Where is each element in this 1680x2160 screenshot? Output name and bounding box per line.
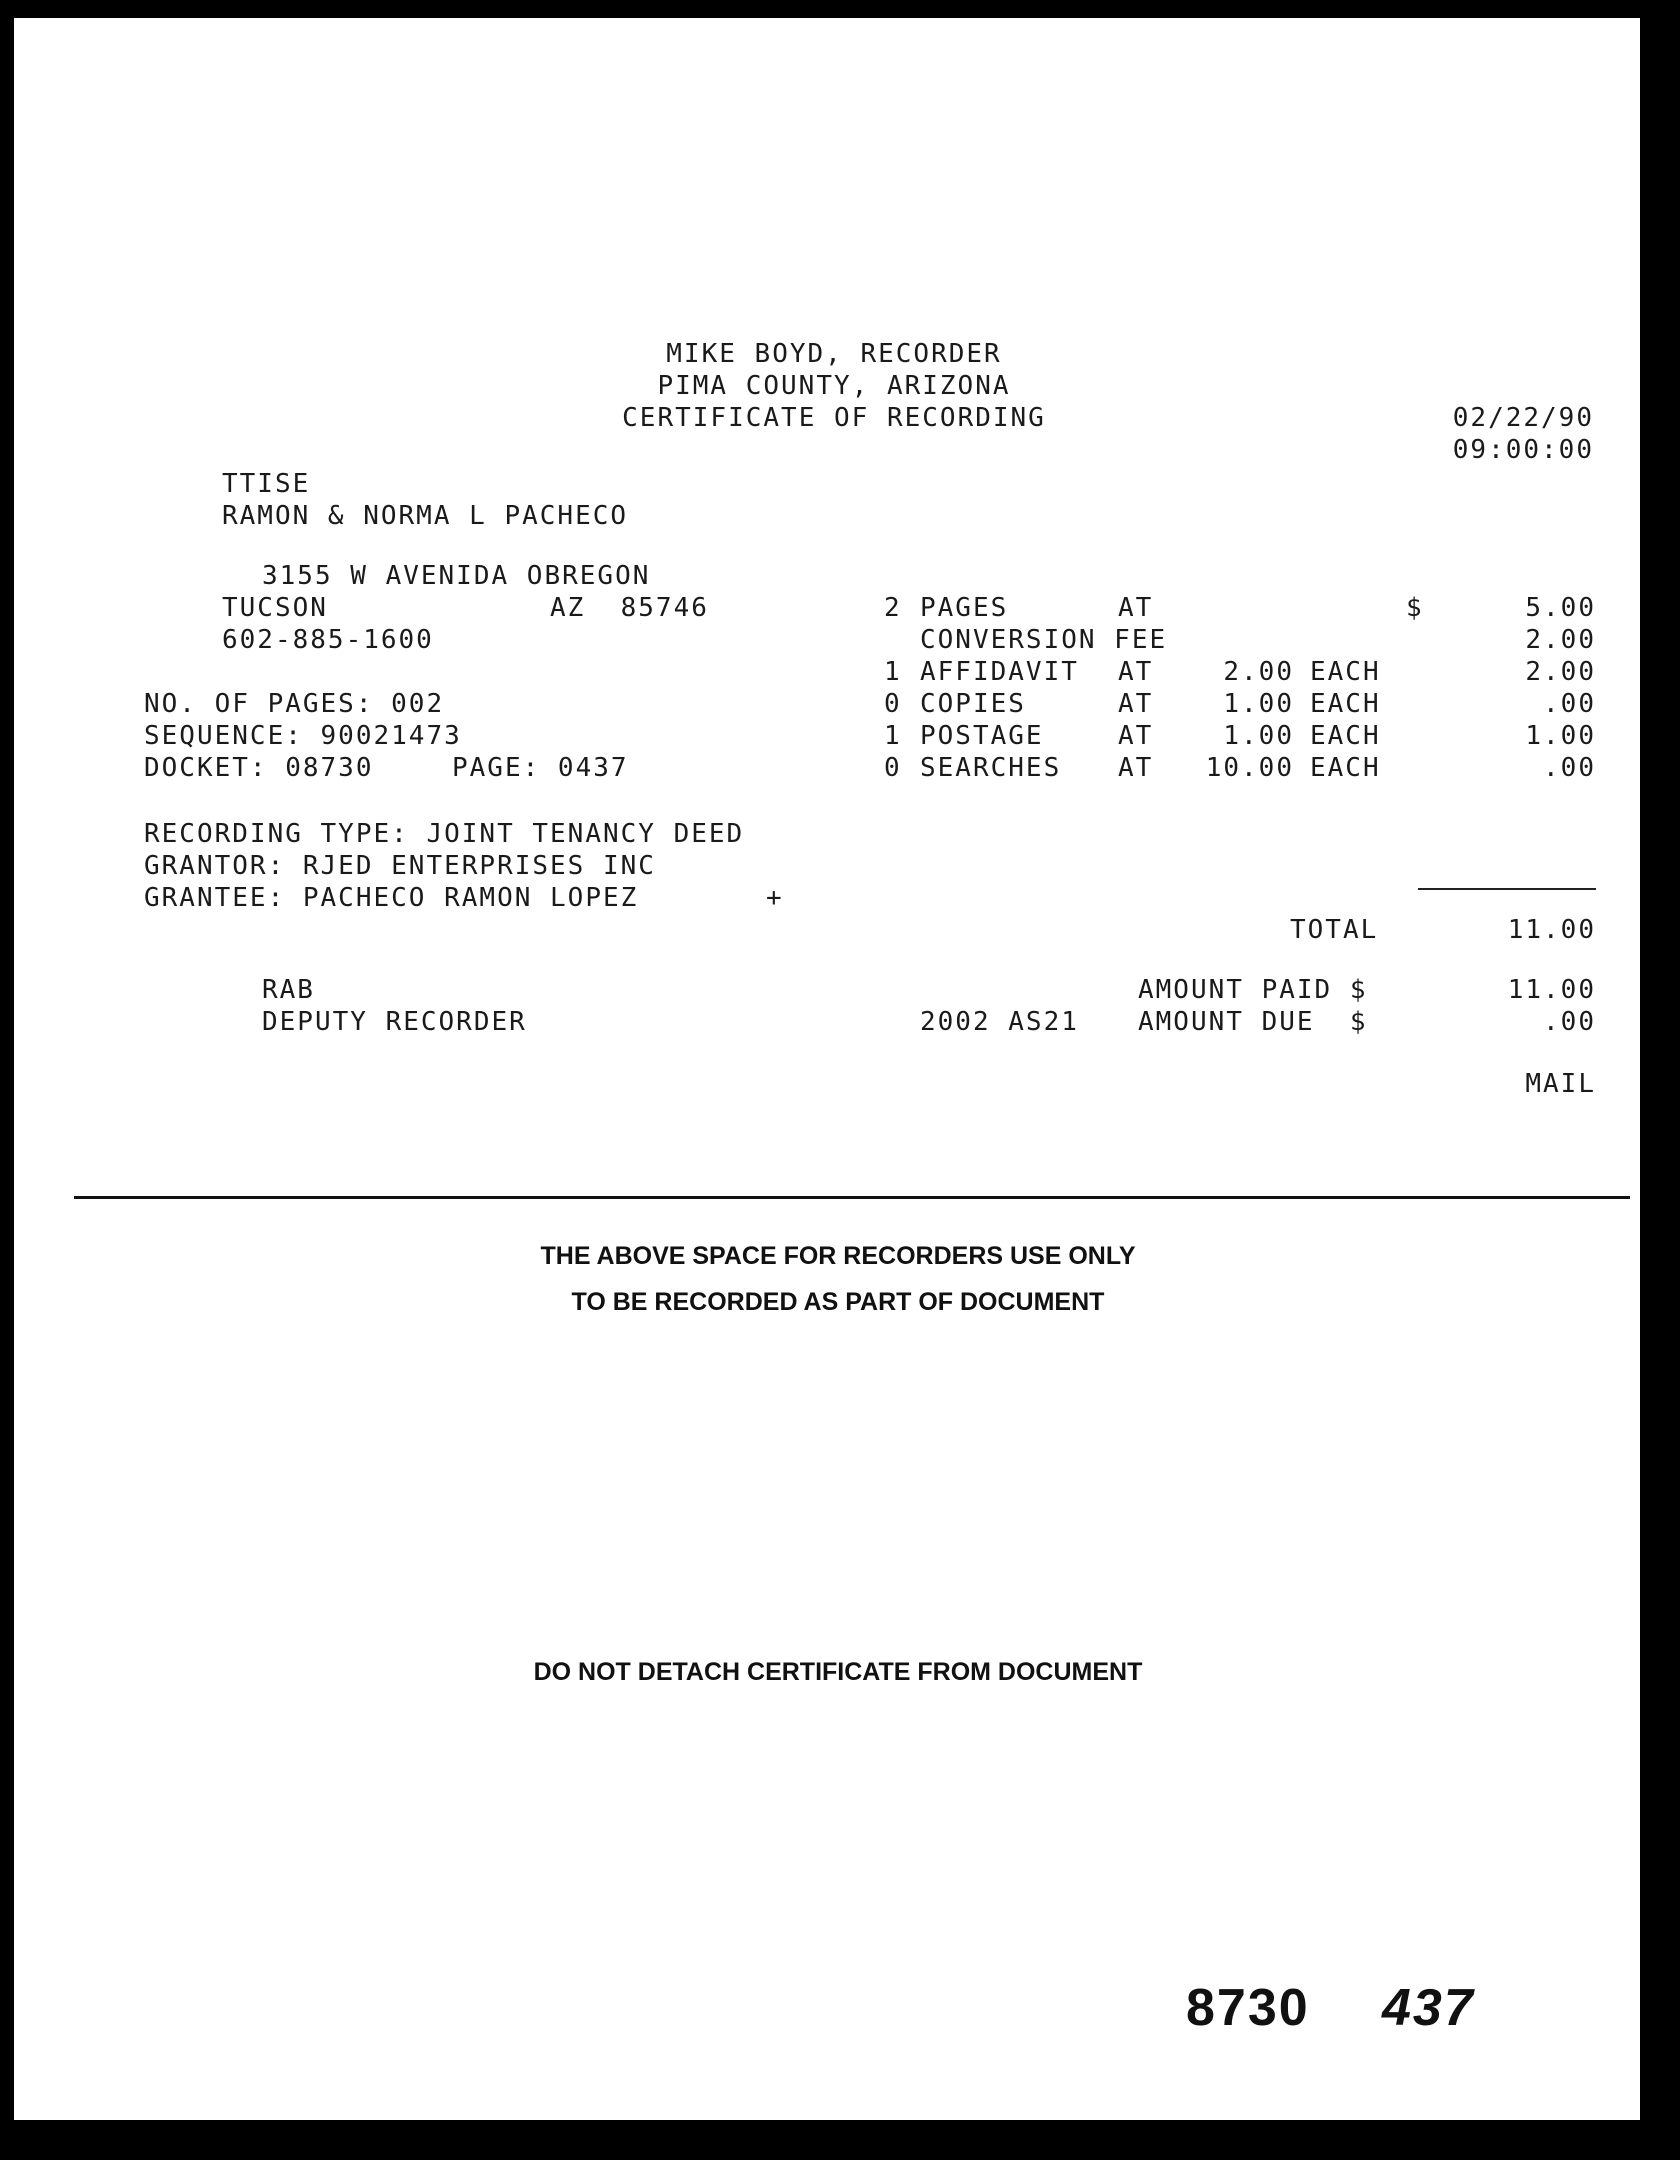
fee-amount: 2.00 xyxy=(1525,657,1596,687)
recording-date: 02/22/90 xyxy=(1452,403,1594,433)
amount-due: .00 xyxy=(1543,1007,1596,1037)
fee-item: CONVERSION FEE xyxy=(920,625,1168,655)
fee-amount: 2.00 xyxy=(1525,625,1596,655)
fee-dollar: $ xyxy=(1406,593,1424,623)
addressee-street: 3155 W AVENIDA OBREGON xyxy=(262,561,651,591)
recorder-section-divider xyxy=(74,1196,1630,1199)
fee-qty: 2 xyxy=(884,593,902,623)
sequence-number: SEQUENCE: 90021473 xyxy=(144,721,462,751)
docket-number: DOCKET: 08730 xyxy=(144,753,374,783)
recording-type: RECORDING TYPE: JOINT TENANCY DEED xyxy=(144,819,745,849)
page-number: PAGE: 0437 xyxy=(452,753,629,783)
grantor: GRANTOR: RJED ENTERPRISES INC xyxy=(144,851,656,881)
fee-item: COPIES xyxy=(920,689,1026,719)
total-divider xyxy=(1418,888,1596,890)
signer-title: DEPUTY RECORDER xyxy=(262,1007,527,1037)
addressee-state-zip: AZ 85746 xyxy=(550,593,709,623)
fee-amount: 1.00 xyxy=(1525,721,1596,751)
recording-time: 09:00:00 xyxy=(1452,435,1594,465)
fee-amount: 5.00 xyxy=(1525,593,1596,623)
fee-at: AT xyxy=(1118,689,1154,719)
fee-qty: 1 xyxy=(884,657,902,687)
fee-rate: 1.00 xyxy=(1223,689,1294,719)
signer-initials: RAB xyxy=(262,975,315,1005)
addressee-line1: TTISE xyxy=(222,469,311,499)
fee-qty: 0 xyxy=(884,689,902,719)
fee-rate: 1.00 xyxy=(1223,721,1294,751)
fee-amount: .00 xyxy=(1543,689,1596,719)
fee-item: AFFIDAVIT xyxy=(920,657,1079,687)
certificate-page xyxy=(14,18,1662,2136)
number-of-pages: NO. OF PAGES: 002 xyxy=(144,689,445,719)
fee-item: SEARCHES xyxy=(920,753,1062,783)
record-as-part-notice: TO BE RECORDED AS PART OF DOCUMENT xyxy=(571,1288,1105,1316)
fee-qty: 0 xyxy=(884,753,902,783)
fee-each: EACH xyxy=(1310,657,1381,687)
fee-at: AT xyxy=(1118,657,1154,687)
fee-each: EACH xyxy=(1310,753,1381,783)
recorders-use-notice: THE ABOVE SPACE FOR RECORDERS USE ONLY xyxy=(540,1242,1136,1270)
scan-edge-bottom xyxy=(0,2120,1680,2160)
fee-each: EACH xyxy=(1310,721,1381,751)
fee-at: AT xyxy=(1118,593,1154,623)
amount-paid: 11.00 xyxy=(1507,975,1596,1005)
county-name: PIMA COUNTY, ARIZONA xyxy=(657,371,1011,401)
do-not-detach-notice: DO NOT DETACH CERTIFICATE FROM DOCUMENT xyxy=(533,1658,1143,1686)
amount-paid-label: AMOUNT PAID $ xyxy=(1138,975,1368,1005)
addressee-city: TUCSON xyxy=(222,593,328,623)
grantee: GRANTEE: PACHECO RAMON LOPEZ xyxy=(144,883,639,913)
certificate-title: CERTIFICATE OF RECORDING xyxy=(622,403,1046,433)
fee-item: POSTAGE xyxy=(920,721,1044,751)
fee-item: PAGES xyxy=(920,593,1009,623)
receipt-code: 2002 AS21 xyxy=(920,1007,1079,1037)
delivery-method: MAIL xyxy=(1525,1069,1596,1099)
total-amount: 11.00 xyxy=(1507,915,1596,945)
fee-amount: .00 xyxy=(1543,753,1596,783)
fee-at: AT xyxy=(1118,753,1154,783)
addressee-name: RAMON & NORMA L PACHECO xyxy=(222,501,629,531)
scan-edge-right xyxy=(1640,0,1680,2160)
fee-rate: 2.00 xyxy=(1223,657,1294,687)
stamped-page-number: 437 xyxy=(1382,1979,1475,2037)
fee-rate: 10.00 xyxy=(1205,753,1294,783)
fee-at: AT xyxy=(1118,721,1154,751)
addressee-phone: 602-885-1600 xyxy=(222,625,434,655)
stamped-docket-number: 8730 xyxy=(1186,1979,1310,2037)
total-label: TOTAL xyxy=(1290,915,1379,945)
fee-qty: 1 xyxy=(884,721,902,751)
amount-due-label: AMOUNT DUE $ xyxy=(1138,1007,1368,1037)
grantee-mark: + xyxy=(766,883,784,913)
fee-each: EACH xyxy=(1310,689,1381,719)
recorder-name: MIKE BOYD, RECORDER xyxy=(666,339,1002,369)
